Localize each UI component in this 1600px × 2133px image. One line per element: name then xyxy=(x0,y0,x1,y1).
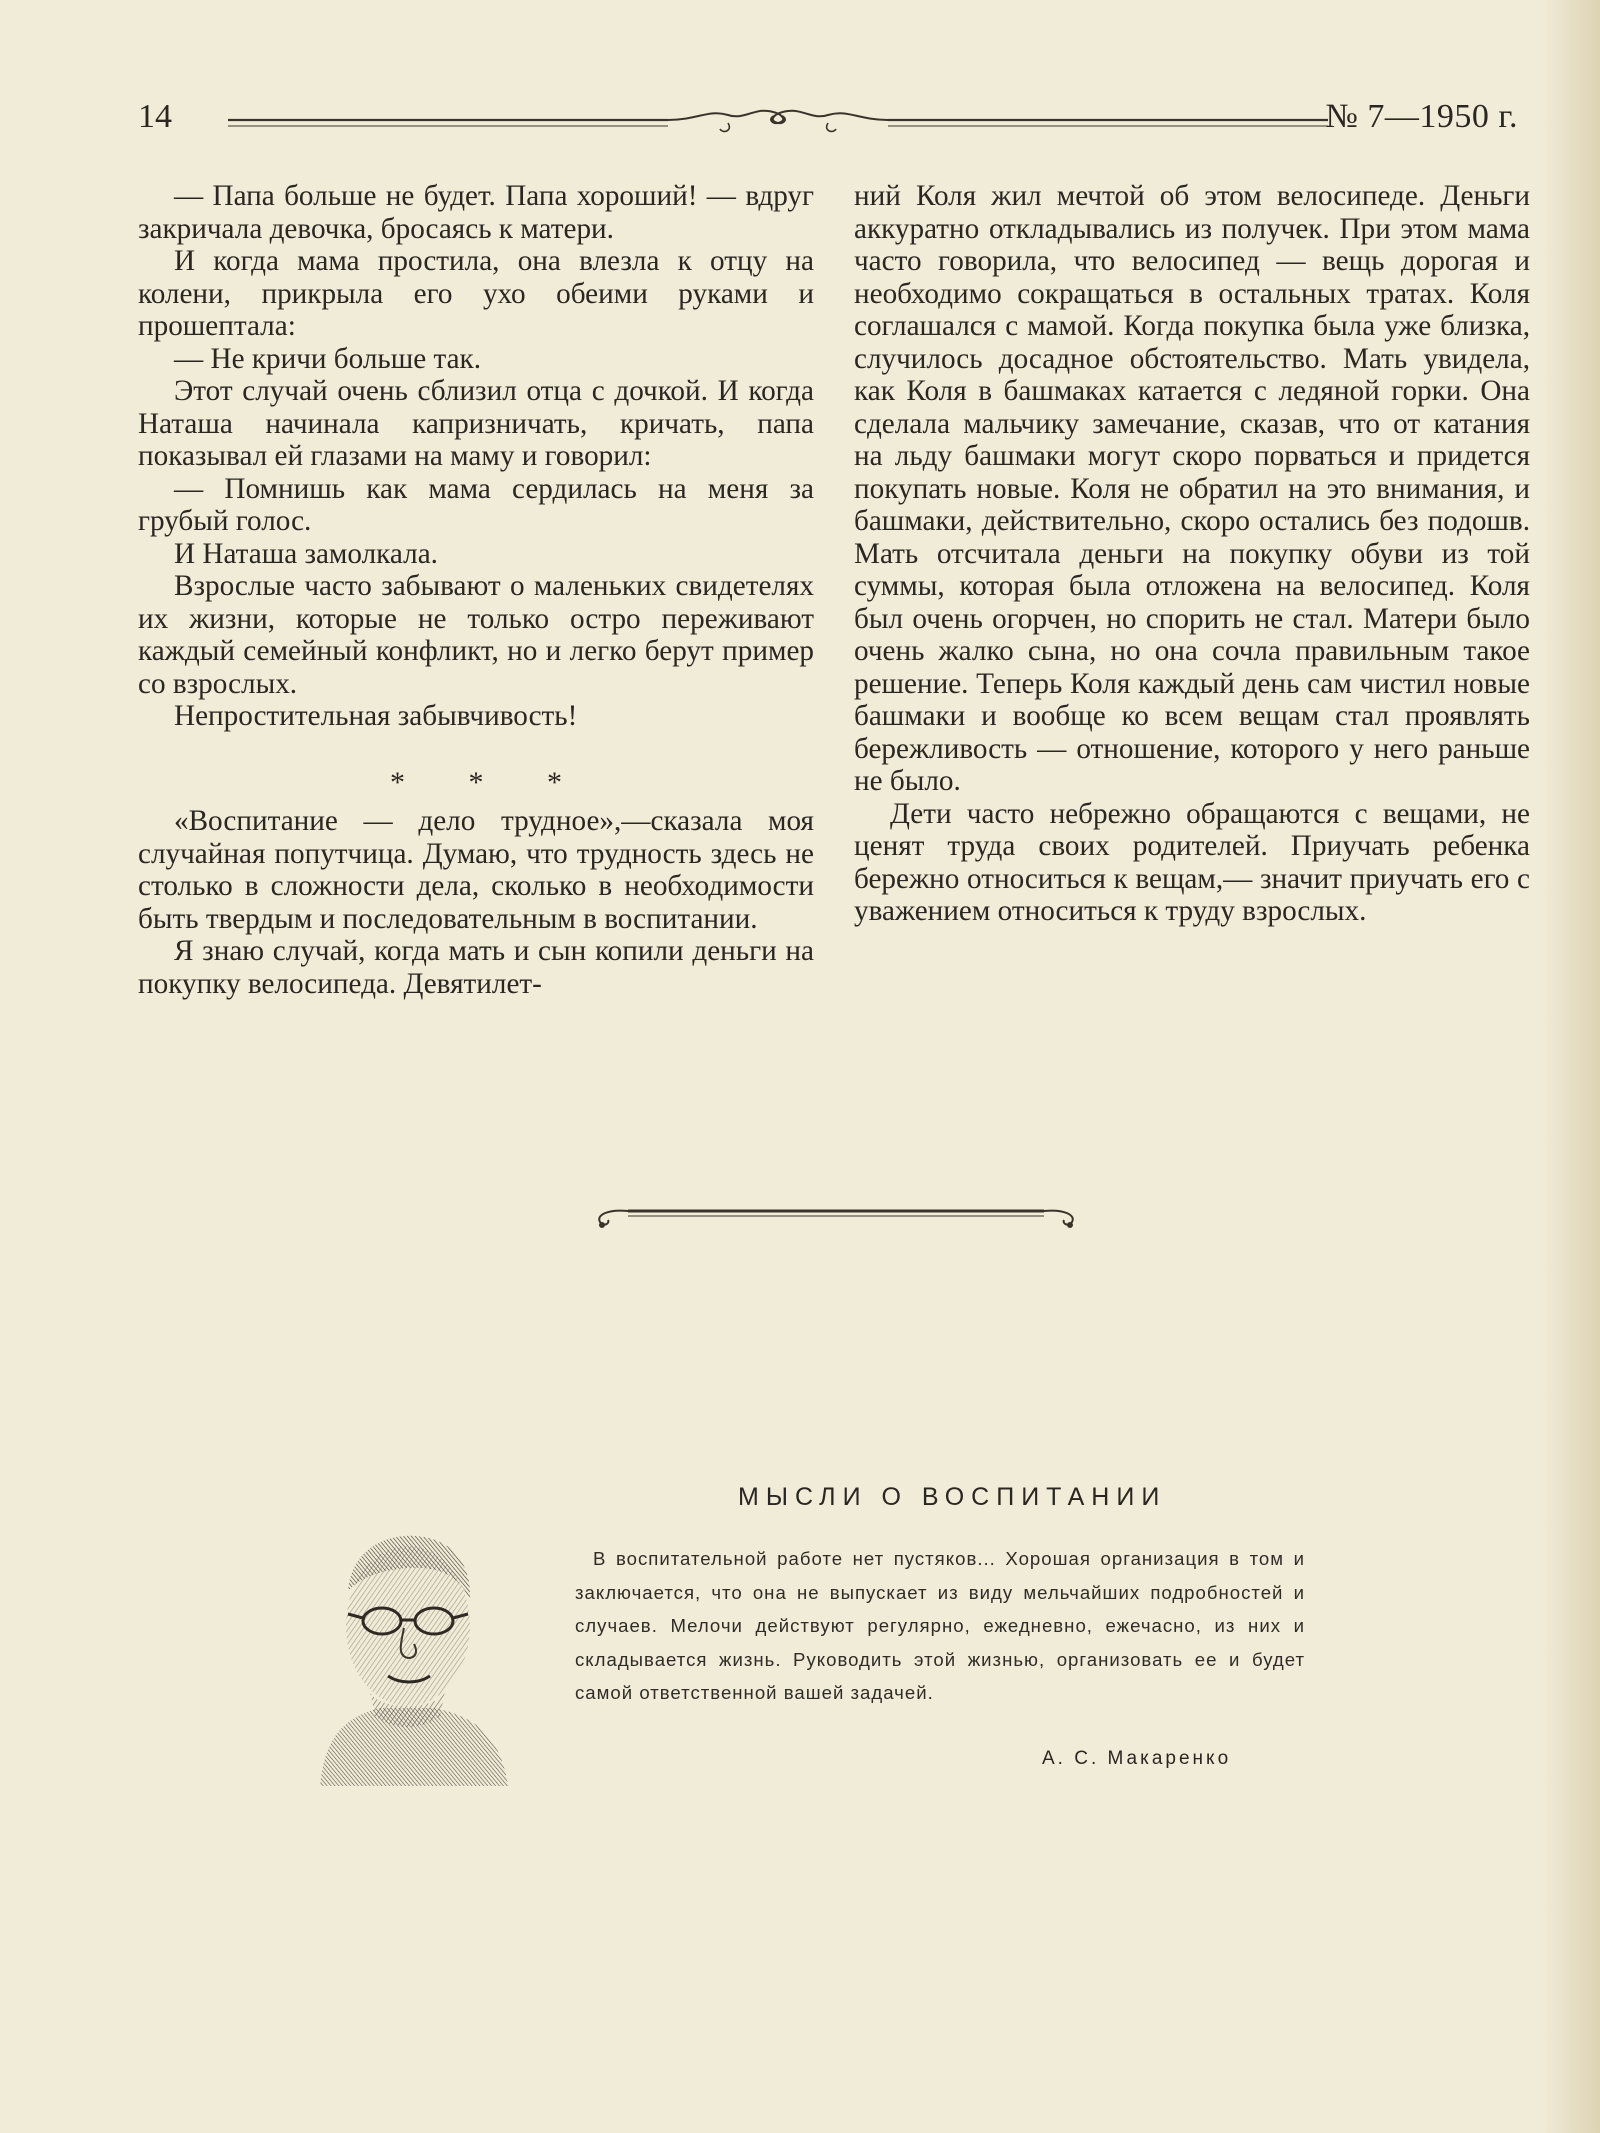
issue-label: № 7—1950 г. xyxy=(1325,98,1518,135)
paragraph: — Не кричи больше так. xyxy=(174,342,482,375)
header-ornament-icon xyxy=(228,101,1328,137)
page-edge-shading xyxy=(1540,0,1600,2133)
page-number: 14 xyxy=(138,98,172,135)
divider-ornament-icon xyxy=(588,1195,1084,1231)
paragraph: И Наташа замолкала. xyxy=(174,537,438,570)
paragraph: Дети часто небрежно обращаются с вещами, не ценят труда своих родителей. Приучать ребенка бережно относиться к вещам,— значит приучать его с уважением относиться к труду взрослых. xyxy=(854,797,1530,927)
page-header xyxy=(138,95,1518,145)
paragraph: Этот случай очень сблизил отца с дочкой. И когда Наташа начинала капризничать, кричать, папа показывал ей глазами на маму и говорил: xyxy=(138,375,814,472)
quote-section xyxy=(300,1480,1400,1800)
quote-author: А. С. Макаренко xyxy=(1042,1748,1232,1769)
right-column xyxy=(854,180,1530,928)
quote-text: В воспитательной работе нет пустяков... Хорошая организация в том и заключается, что она не выпускает из виду мельчайших подробностей и случаев. Мелочи действуют регулярно, ежедневно, ежечасно, из них и складывается жизнь. Руководить этой жизнью, организовать ее и будет самой ответственной вашей задачей. xyxy=(575,1548,1305,1703)
quote-title: МЫСЛИ О ВОСПИТАНИИ xyxy=(738,1483,1167,1511)
paragraph: И когда мама простила, она влезла к отцу на колени, прикрыла его ухо обеими руками и прошептала: xyxy=(138,245,814,342)
paragraph: — Помнишь как мама сердилась на меня за грубый голос. xyxy=(138,472,814,537)
paragraph: ний Коля жил мечтой об этом велосипеде. Деньги аккуратно откладывались из получек. При этом мама часто говорила, что велосипед — вещь дорогая и необходимо сокращаться в остальных тратах. Коля соглашался с мамой. Когда покупка была уже близка, случилось досадное обстоятельство. Мать увидела, как Коля в башмаках катается с ледяной горки. Она сделала мальчику замечание, сказав, что от катания на льду башмаки могут скоро порваться и придется покупать новые. Коля не обратил на это внимания, и башмаки, действительно, скоро остались без подошв. Мать отсчитала деньги на покупку обуви из той суммы, которая была отложена на велосипед. Коля был очень огорчен, но спорить не стал. Матери было очень жалко сына, но она сочла правильным такое решение. Теперь Коля каждый день сам чистил новые башмаки и вообще ко всем вещам стал проявлять бережливость — отношение, которого у него раньше не было. xyxy=(854,180,1530,797)
paragraph: Непростительная забывчивость! xyxy=(174,700,578,732)
paragraph: Я знаю случай, когда мать и сын копили деньги на покупку велосипеда. Девятилет- xyxy=(138,935,814,1000)
paragraph: — Папа больше не будет. Папа хороший! — вдруг закричала девочка, бросаясь к матери. xyxy=(138,180,814,245)
portrait-icon xyxy=(300,1516,515,1786)
paragraph: «Воспитание — дело трудное»,—сказала моя случайная попутчица. Думаю, что трудность здесь не столько в сложности дела, сколько в необходимости быть твердым и последовательным в воспитании. xyxy=(138,805,814,935)
left-column xyxy=(138,180,814,1000)
section-separator: * * * xyxy=(390,765,590,799)
paragraph: Взрослые часто забывают о маленьких свидетелях их жизни, которые не только остро переживают каждый семейный конфликт, но и легко берут пример со взрослых. xyxy=(138,570,814,700)
